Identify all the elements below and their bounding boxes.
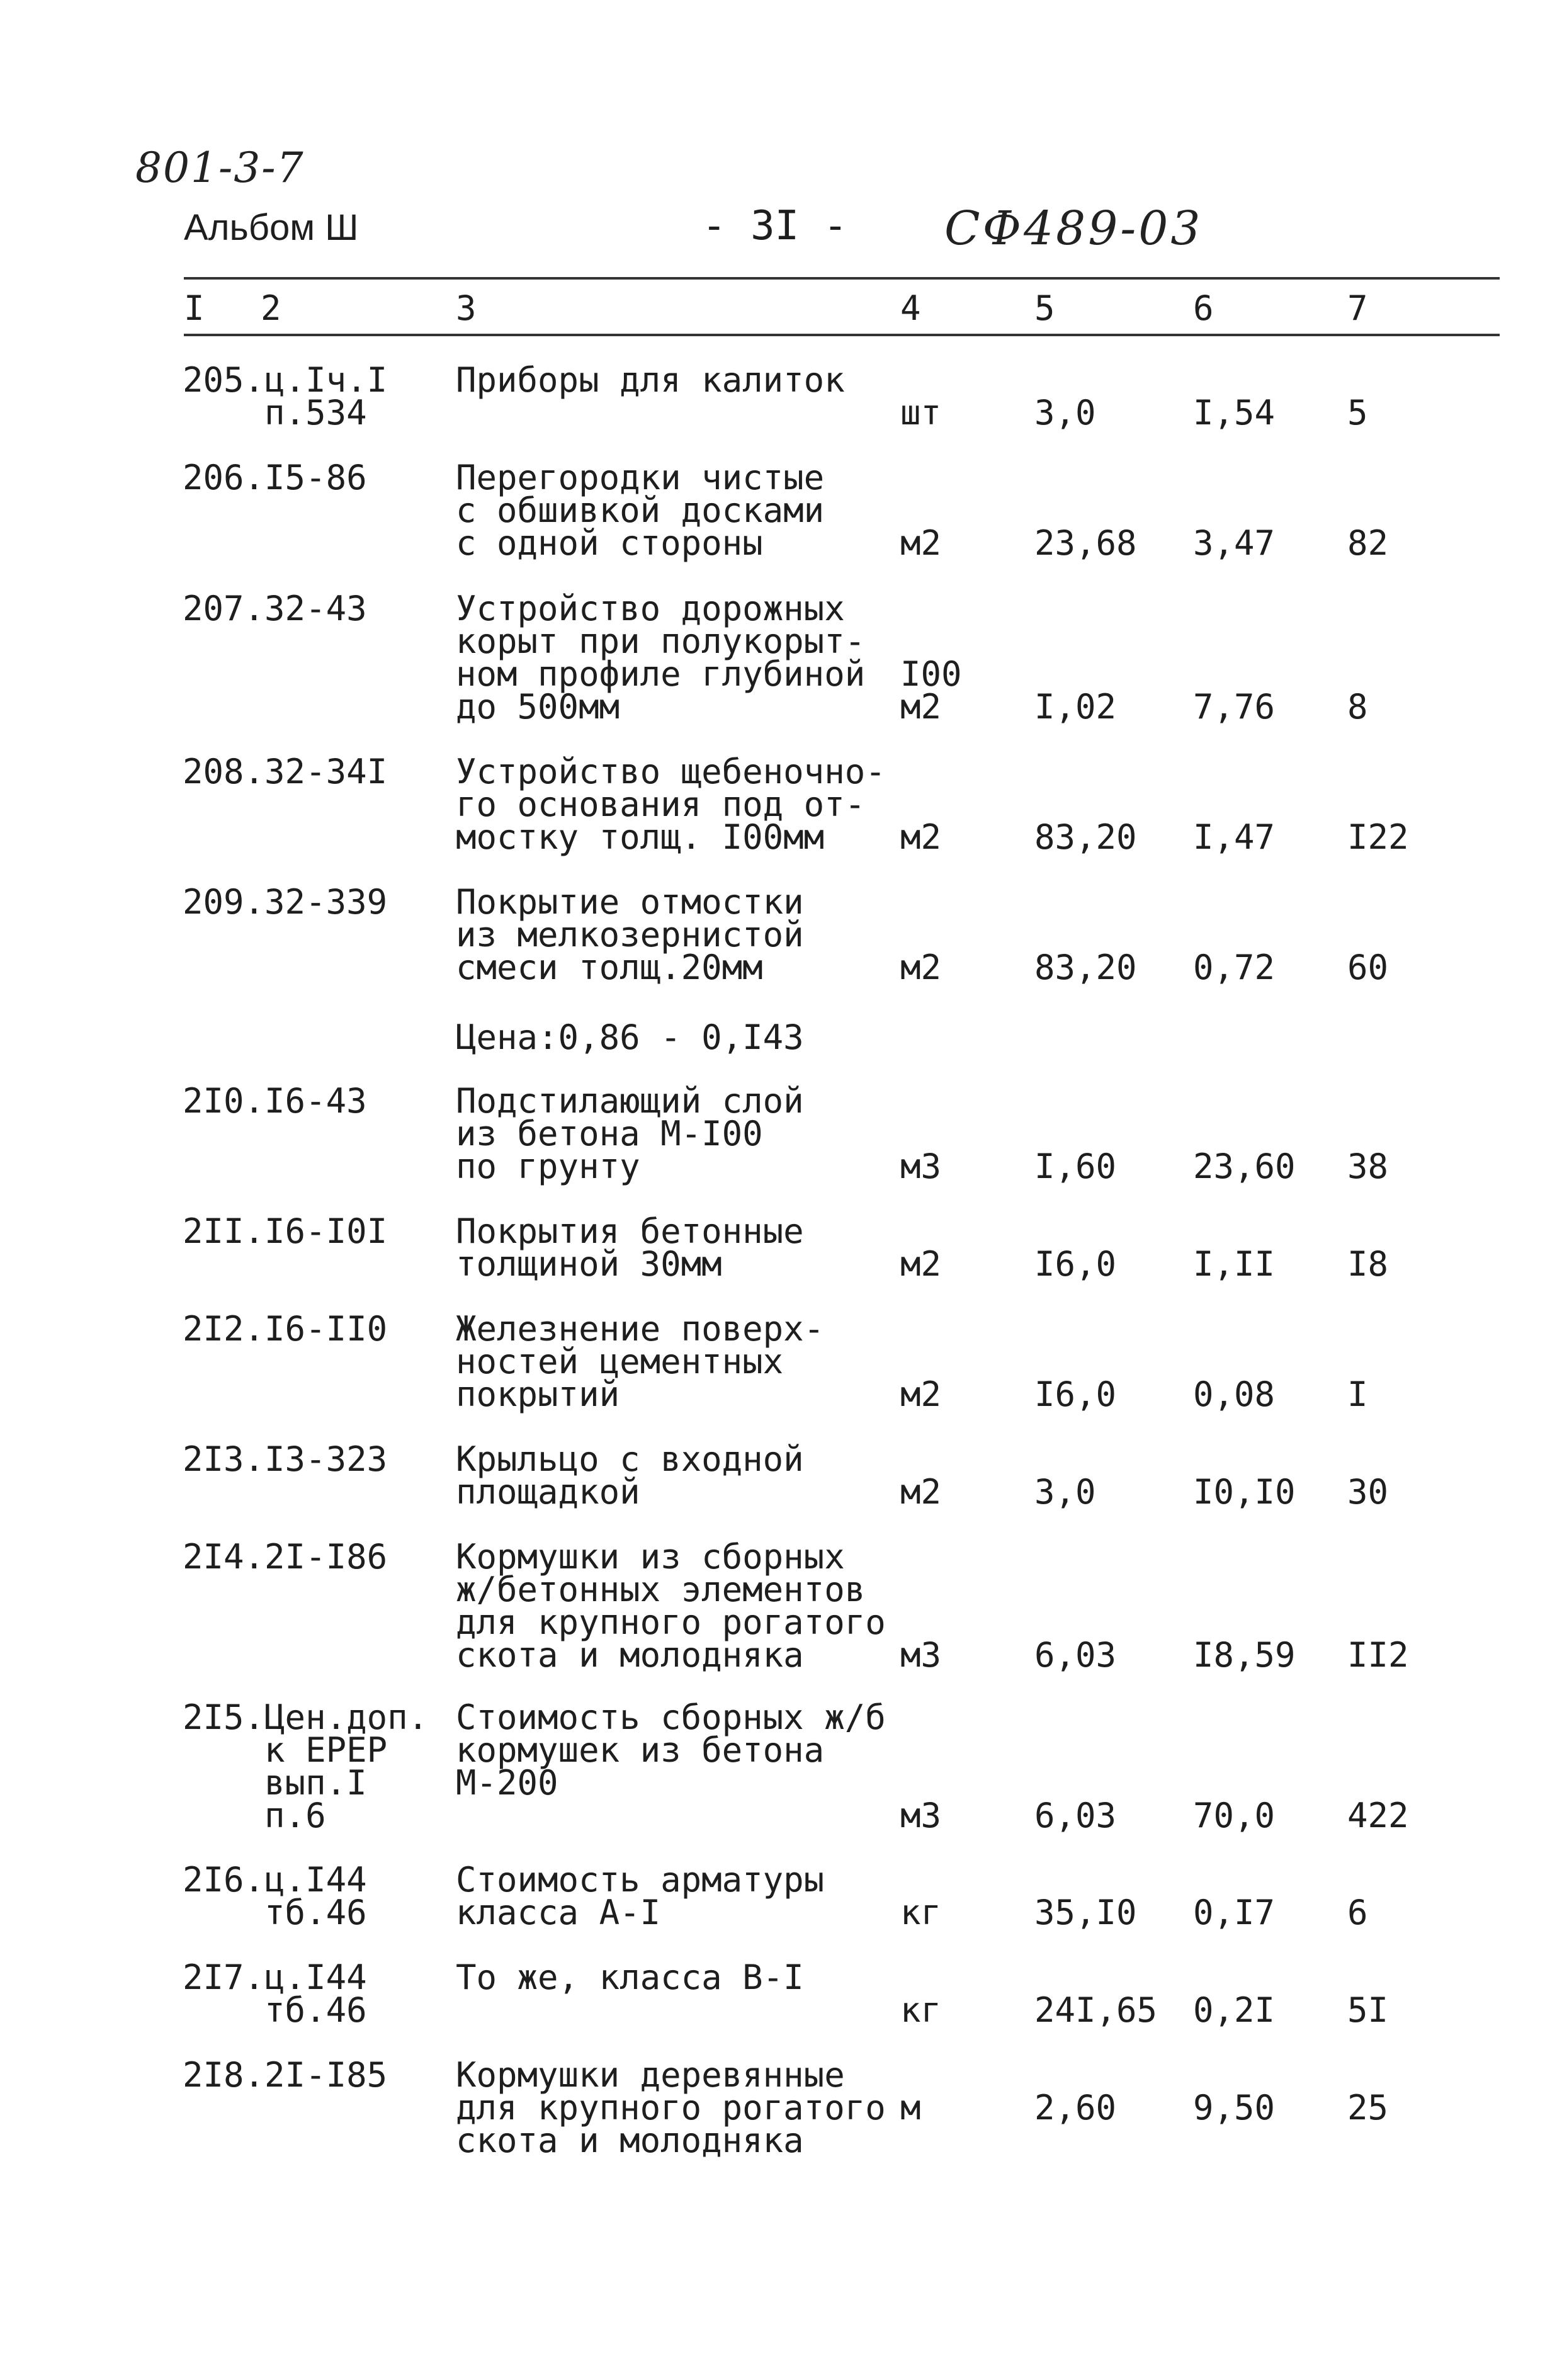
row-unit-price: 9,50 [1193,2088,1276,2128]
row-total: 8 [1347,687,1368,727]
row-description: Устройство дорожных корыт при полукорыт- ном профиле глубиной до 500мм [456,589,866,727]
row-description: Приборы для калиток [456,360,845,400]
row-quantity: 3,0 [1034,1472,1096,1512]
row-unit-price: 0,2I [1193,1990,1276,2030]
handwritten-code: 801-3-7 [135,144,305,192]
row-unit-price: 0,I7 [1193,1893,1276,1932]
row-total: 422 [1347,1796,1409,1835]
row-unit: шт [900,393,942,433]
row-unit-price: I8,59 [1193,1635,1296,1675]
row-unit-price: 3,47 [1193,523,1276,563]
row-total: I22 [1347,817,1409,857]
row-description: Стоимость сборных ж/б кормушек из бетона М-200 [456,1697,886,1803]
row-description: Перегородки чистые с обшивкой досками с одной стороны [456,458,825,563]
column-number: 7 [1347,288,1368,328]
row-unit: м2 [900,1374,942,1414]
row-code: 2I0.I6-43 [183,1081,367,1121]
row-unit: м2 [900,523,942,563]
header-rule-bottom [184,334,1500,336]
row-total: I8 [1347,1244,1389,1284]
row-description: Покрытие отмостки из мелкозернистой смеси толщ.20мм [456,882,804,987]
row-code: 2I5.Цен.доп. к ЕРЕР вып.I п.6 [183,1697,429,1835]
column-number: 2 [261,288,281,328]
row-unit-price: 23,60 [1193,1147,1296,1186]
row-code: 2I4.2I-I86 [183,1537,388,1577]
row-code: 2I3.I3-323 [183,1439,388,1479]
row-description: Железнение поверх- ностей цементных покрытий [456,1309,825,1414]
row-total: 38 [1347,1147,1389,1186]
row-quantity: 2,60 [1034,2088,1117,2128]
row-unit: кг [900,1990,942,2030]
column-number: 3 [456,288,477,328]
row-code: 2I2.I6-II0 [183,1309,388,1349]
column-number: 4 [900,288,921,328]
row-description: Покрытия бетонные толщиной 30мм [456,1211,804,1284]
row-total: 25 [1347,2088,1389,2128]
row-code: 205.ц.Iч.I п.534 [183,360,388,433]
handwritten-cipher: СФ489-03 [944,201,1203,256]
row-unit: м3 [900,1635,942,1675]
row-quantity: 24I,65 [1034,1990,1158,2030]
row-unit: I00 м2 [900,654,962,727]
row-unit-price: 7,76 [1193,687,1276,727]
row-unit-price: I0,I0 [1193,1472,1296,1512]
row-code: 209.32-339 [183,882,388,922]
row-quantity: 6,03 [1034,1796,1117,1835]
row-description: Крыльцо с входной площадкой [456,1439,804,1512]
row-description: Стоимость арматуры класса А-I [456,1860,825,1932]
column-number: 5 [1034,288,1055,328]
column-number: 6 [1193,288,1214,328]
row-code: 207.32-43 [183,589,367,628]
row-quantity: I6,0 [1034,1244,1117,1284]
row-unit-price: 0,72 [1193,948,1276,987]
row-code: 2I8.2I-I85 [183,2055,388,2095]
row-quantity: I,02 [1034,687,1117,727]
row-unit: м2 [900,817,942,857]
price-note: Цена:0,86 - 0,I43 [456,1017,804,1057]
row-quantity: 23,68 [1034,523,1137,563]
row-code: 2I6.ц.I44 тб.46 [183,1860,367,1932]
row-quantity: 3,0 [1034,393,1096,433]
row-quantity: 6,03 [1034,1635,1117,1675]
row-quantity: I6,0 [1034,1374,1117,1414]
row-quantity: 35,I0 [1034,1893,1137,1932]
row-total: 82 [1347,523,1389,563]
row-total: 5I [1347,1990,1389,2030]
header-rule-top [184,277,1500,280]
page-number: - 3I - [702,203,848,249]
row-code: 2II.I6-I0I [183,1211,388,1251]
row-description: Подстилающий слой из бетона М-I00 по грунту [456,1081,804,1186]
row-quantity: 83,20 [1034,948,1137,987]
row-total: 60 [1347,948,1389,987]
row-unit: м [900,2088,921,2128]
row-quantity: 83,20 [1034,817,1137,857]
row-unit-price: 0,08 [1193,1374,1276,1414]
row-description: Устройство щебеночно- го основания под от- мостку толщ. I00мм [456,752,886,857]
row-unit: м2 [900,1472,942,1512]
row-quantity: I,60 [1034,1147,1117,1186]
row-code: 2I7.ц.I44 тб.46 [183,1958,367,2030]
row-unit: м3 [900,1796,942,1835]
row-unit-price: I,II [1193,1244,1276,1284]
row-unit-price: I,54 [1193,393,1276,433]
row-code: 208.32-34I [183,752,388,791]
row-description: Кормушки деревянные для крупного рогатого скота и молодняка [456,2055,886,2160]
row-total: 30 [1347,1472,1389,1512]
row-unit: м2 [900,1244,942,1284]
row-total: I [1347,1374,1368,1414]
row-total: 5 [1347,393,1368,433]
row-unit: м2 [900,948,942,987]
album-label: Альбом Ш [184,207,359,248]
column-number: I [184,288,205,328]
row-total: 6 [1347,1893,1368,1932]
row-total: II2 [1347,1635,1409,1675]
row-description: Кормушки из сборных ж/бетонных элементов для крупного рогатого скота и молодняка [456,1537,886,1675]
row-code: 206.I5-86 [183,458,367,497]
row-unit: м3 [900,1147,942,1186]
row-unit-price: 70,0 [1193,1796,1276,1835]
row-unit: кг [900,1893,942,1932]
row-unit-price: I,47 [1193,817,1276,857]
row-description: То же, класса В-I [456,1958,804,1997]
